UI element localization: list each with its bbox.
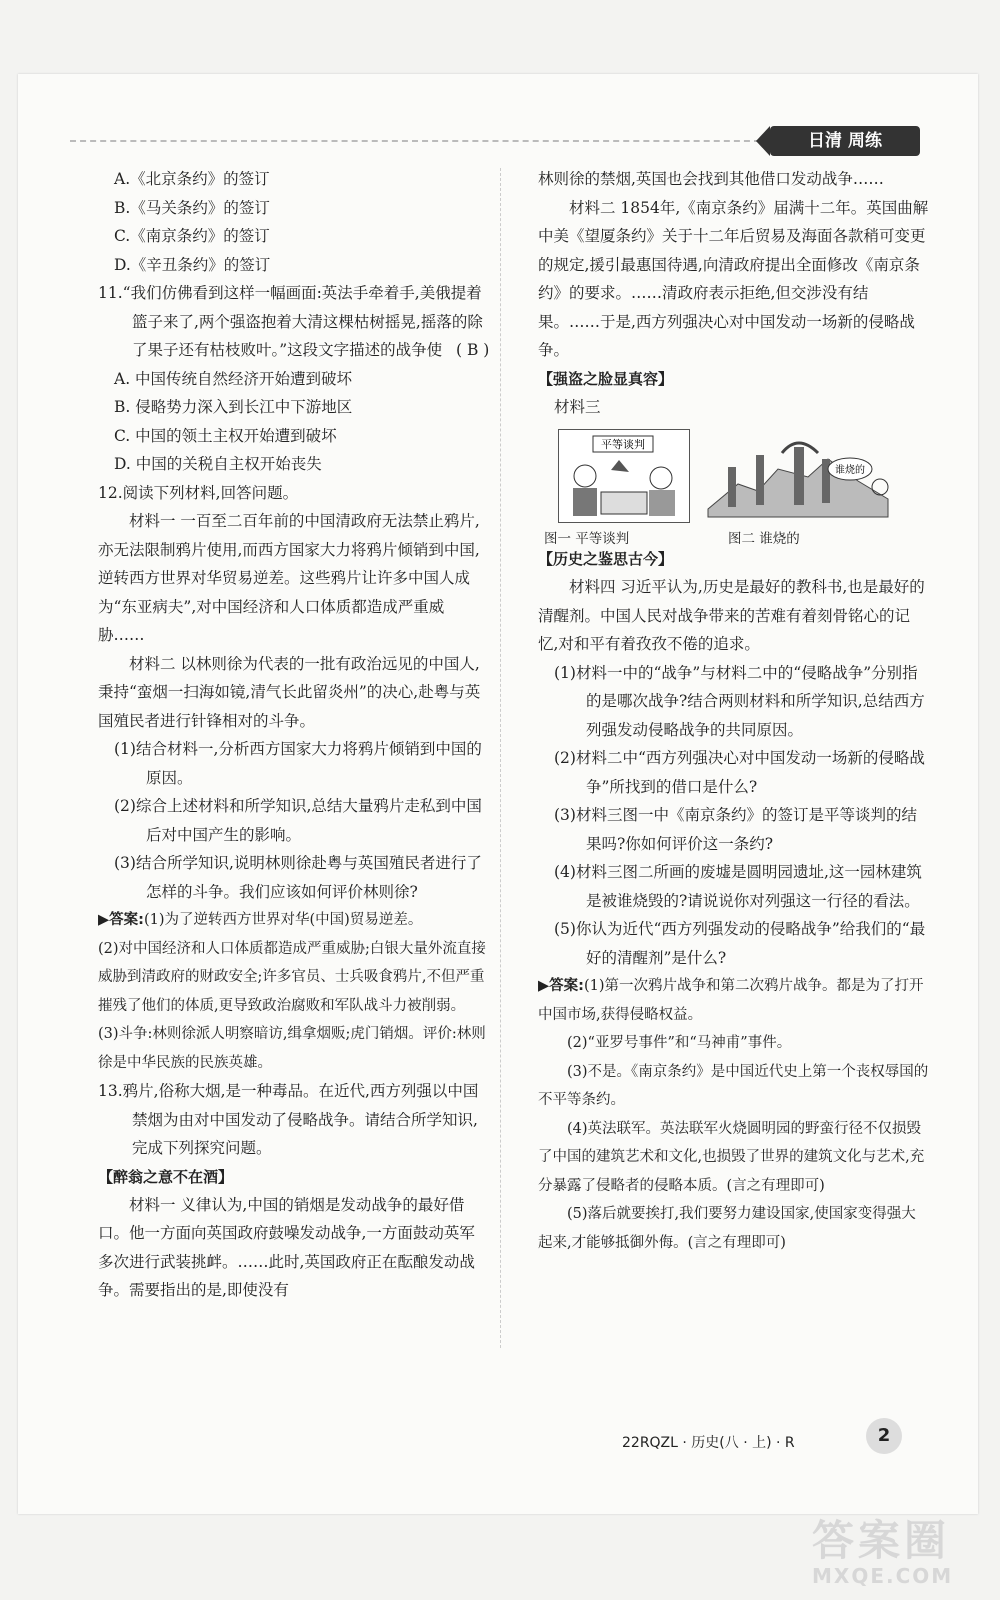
material-1: 材料一 义律认为,中国的销烟是发动战争的最好借口。他一方面向英国政府鼓噪发动战争,一方面鼓动英军多次进行武装挑衅。……此时,英国政府正在酝酿发动战争。需要指出的是,即使没有 (98, 1195, 475, 1299)
question-13: 13.鸦片,俗称大烟,是一种毒品。在近代,西方列强以中国禁烟为由对中国发动了侵略战争。请结合所学知识,完成下列探究问题。 (98, 1082, 479, 1157)
sub-question: (4)材料三图二所画的废墟是圆明园遗址,这一园林建筑是被谁烧毁的?请说说你对列强这一行径的看法。 (554, 863, 922, 910)
answer-block (98, 906, 490, 935)
option: D.《辛丑条约》的签订 (114, 255, 271, 274)
answer-text: (2)“亚罗号事件”和“马神甫”事件。 (567, 1035, 792, 1051)
page-number: 2 (866, 1418, 902, 1454)
figure-caption: 图一 平等谈判 (544, 531, 630, 547)
option: A. 中国传统自然经济开始遭到破坏 (114, 369, 353, 388)
answer-label: ▶答案: (98, 912, 144, 928)
answer-text: (5)落后就要挨打,我们要努力建设国家,使国家变得强大起来,才能够抵御外侮。(言之有理即可) (538, 1206, 916, 1251)
material-2: 材料二 1854年,《南京条约》届满十二年。英国曲解中美《望厦条约》关于十二年后贸易及海面各款稍可变更的规定,援引最惠国待遇,向清政府提出全面修改《南京条约》的要求。……清政府表示拒绝,但交涉没有结果。……于是,西方列强决心对中国发动一场新的侵略战争。 (538, 198, 929, 359)
option: B. 侵略势力深入到长江中下游地区 (114, 398, 353, 416)
material-1: 材料一 一百至二百年前的中国清政府无法禁止鸦片,亦无法限制鸦片使用,而西方国家大力将鸦片倾销到中国,逆转西方世界对华贸易逆差。这些鸦片让许多中国人成为“东亚病夫”,对中国经济和人口体质都造成严重威胁…… (98, 512, 480, 644)
material-4: 材料四 习近平认为,历史是最好的教科书,也是最好的清醒剂。中国人民对战争带来的苦难有着刻骨铭心的记忆,对和平有着孜孜不倦的追求。 (538, 578, 925, 653)
watermark-url: MXQE.COM (812, 1564, 954, 1588)
cartoon-who-burned (698, 429, 898, 521)
section-tag: 【醉翁之意不在酒】 (98, 1167, 234, 1186)
cartoon-figures (538, 425, 930, 545)
question-12: 12.阅读下列材料,回答问题。 (98, 483, 299, 502)
material-3-label: 材料三 (554, 397, 601, 416)
cartoon-equal-negotiation (558, 429, 690, 523)
left-column (98, 165, 490, 1305)
sub-question: (5)你认为近代“西方列强发动的侵略战争”给我们的“最好的清醒剂”是什么? (554, 920, 926, 967)
sub-question: (1)材料一中的“战争”与材料二中的“侵略战争”分别指的是哪次战争?结合两则材料和所学知识,总结西方列强发动侵略战争的共同原因。 (554, 663, 925, 739)
answer-text: (1)为了逆转西方世界对华(中国)贸易逆差。 (143, 912, 423, 928)
option: C. 中国的领土主权开始遭到破坏 (114, 426, 337, 445)
answer-text: (1)第一次鸦片战争和第二次鸦片战争。都是为了打开中国市场,获得侵略权益。 (538, 978, 924, 1023)
fig1-sign: 平等谈判 (601, 438, 645, 451)
option: A.《北京条约》的签订 (114, 170, 270, 188)
option: C.《南京条约》的签订 (114, 227, 270, 245)
column-divider (500, 168, 501, 1348)
sub-question: (2)综合上述材料和所学知识,总结大量鸦片走私到中国后对中国产生的影响。 (114, 797, 482, 844)
material-continuation: 林则徐的禁烟,英国也会找到其他借口发动战争…… (538, 170, 884, 188)
answer-text: (4)英法联军。英法联军火烧圆明园的野蛮行径不仅损毁了中国的建筑艺术和文化,也损毁了世界的建筑文化与艺术,充分暴露了侵略者的侵略本质。(言之有理即可) (538, 1120, 925, 1194)
answer-block (538, 972, 930, 1029)
header-rule (70, 140, 760, 142)
sub-question: (3)结合所学知识,说明林则徐赴粤与英国殖民者进行了怎样的斗争。我们应该如何评价林则徐? (114, 854, 482, 901)
answer-text: (3)不是。《南京条约》是中国近代史上第一个丧权辱国的不平等条约。 (538, 1063, 929, 1108)
footer-code: 22RQZL · 历史(八 · 上) · R (622, 1435, 795, 1451)
fig2-sign: 谁烧的 (835, 465, 865, 476)
material-2: 材料二 以林则徐为代表的一批有政治远见的中国人,秉持“蛮烟一扫海如镜,清气长此留炎州”的决心,赴粤与英国殖民者进行针锋相对的斗争。 (98, 654, 481, 730)
figure-caption: 图二 谁烧的 (728, 531, 800, 547)
section-badge: 日清 周练 (770, 126, 920, 156)
sub-question: (1)结合材料一,分析西方国家大力将鸦片倾销到中国的原因。 (114, 740, 482, 787)
section-tag: 【强盗之脸显真容】 (538, 369, 674, 388)
section-tag: 【历史之鉴思古今】 (538, 550, 674, 568)
answer-label: ▶答案: (538, 978, 584, 994)
option: D. 中国的关税自主权开始丧失 (114, 455, 322, 473)
answer-text: (2)对中国经济和人口体质都造成严重威胁;白银大量外流直接威胁到清政府的财政安全;许多官员、士兵吸食鸦片,不但严重摧残了他们的体质,更导致政治腐败和军队战斗力被削弱。 (98, 940, 486, 1014)
watermark (812, 1508, 953, 1588)
sub-question: (2)材料二中“西方列强决心对中国发动一场新的侵略战争”所找到的借口是什么? (554, 749, 925, 796)
question-stem: 11.“我们仿佛看到这样一幅画面:英法手牵着手,美俄提着篮子来了,两个强盗抱着大清这棵枯树摇晃,摇落的除了果子还有枯枝败叶。”这段文字描述的战争使 (98, 284, 483, 359)
watermark-logo: 答案圈 (812, 1516, 951, 1565)
right-column (538, 165, 930, 1257)
option: B.《马关条约》的签订 (114, 198, 270, 217)
question-11: 11.“我们仿佛看到这样一幅画面:英法手牵着手,美俄提着篮子来了,两个强盗抱着大清这棵枯树摇晃,摇落的除了果子还有枯枝败叶。”这段文字描述的战争使 ( B ) (98, 284, 490, 359)
answer-text: (3)斗争:林则徐派人明察暗访,缉拿烟贩;虎门销烟。评价:林则徐是中华民族的民族英雄。 (98, 1026, 486, 1071)
sub-question: (3)材料三图一中《南京条约》的签订是平等谈判的结果吗?你如何评价这一条约? (554, 806, 917, 853)
